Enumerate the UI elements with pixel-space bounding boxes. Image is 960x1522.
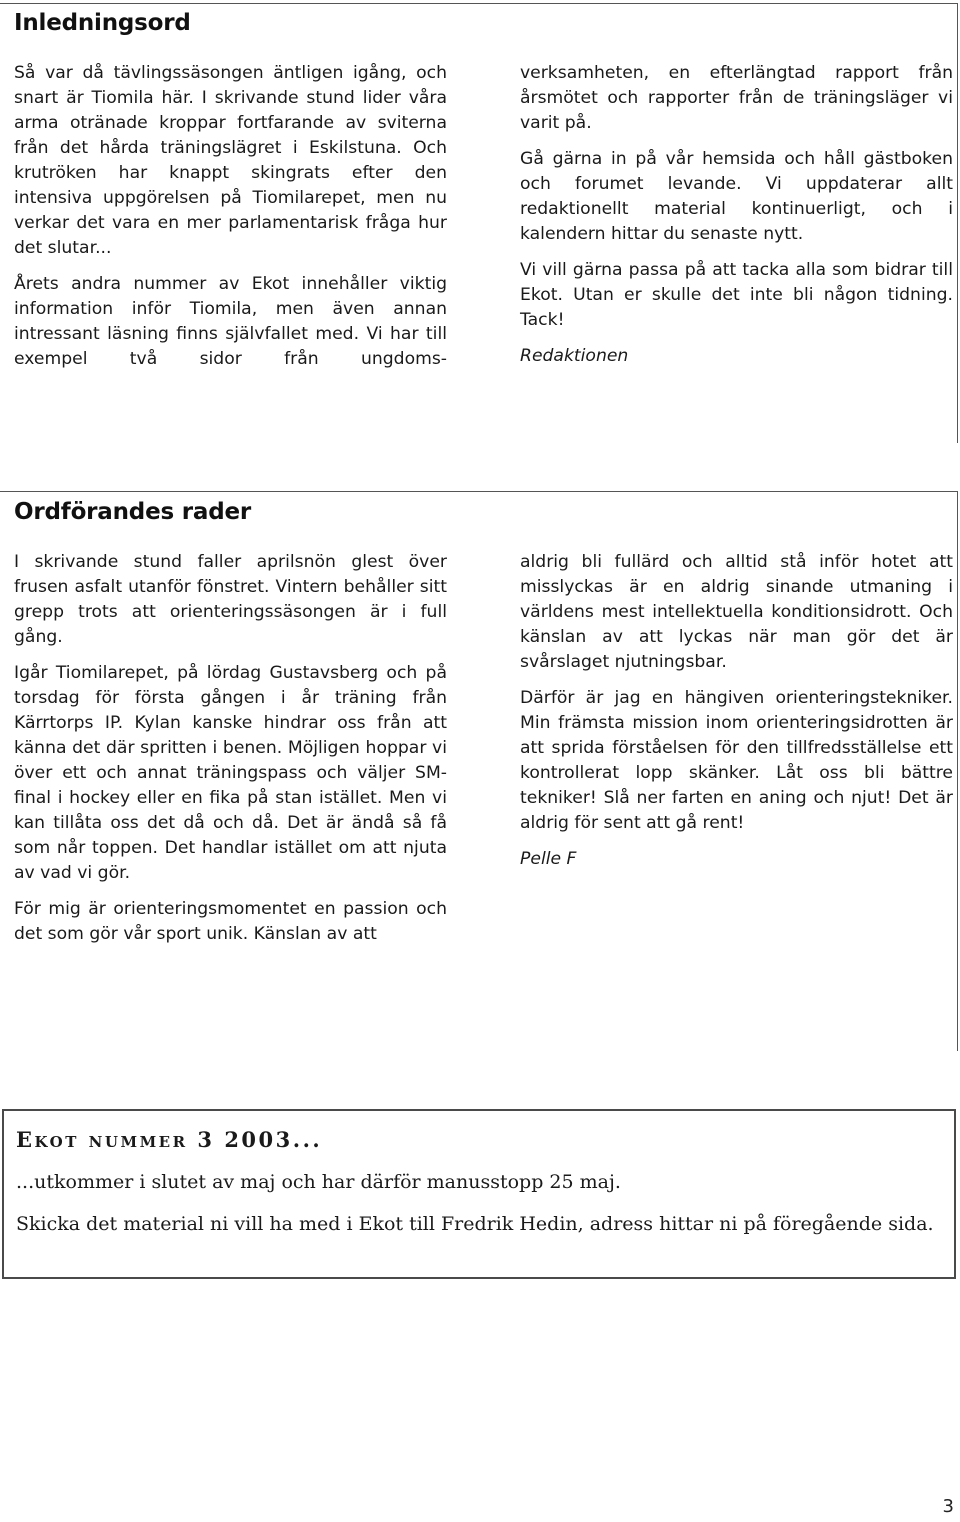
notice-box (2, 1109, 956, 1279)
intro-heading: Inledningsord (14, 10, 191, 36)
intro-right-paragraph-1: verksamheten, en efterlängtad rapport från årsmötet och rapporter från de träningsläger vi varit på. (520, 63, 953, 133)
chair-right-column (520, 550, 953, 883)
chair-left-paragraph-3: För mig är orienteringsmomentet en passion och det som gör vår sport unik. Känslan av att (14, 899, 447, 944)
chair-right-rule (957, 491, 958, 1051)
chair-left-paragraph-2: Igår Tiomilarepet, på lördag Gustavsberg och på torsdag för första gången i år träning från Kärrtorps IP. Kylan kanske hindrar oss från att känna det där spritten i benen. Möjligen hoppar vi över ett och annat träningspass och väljer SM-final i hockey eller en fika på stan istället. Men vi kan tillåta oss det då och då. Det är ändå så få som når toppen. Det handlar istället om att njuta av vad vi gör. (14, 663, 447, 883)
intro-left-paragraph-2: Årets andra nummer av Ekot innehåller viktig information inför Tiomila, men även annan intressant läsning finns självfallet med. Vi har till exempel två sidor från ungdoms- (14, 274, 447, 369)
chair-right-paragraph-1: aldrig bli fullärd och alltid stå inför hotet att misslyckas är en aldrig sinande utmaning i världens mest intellektuella konditionsidrott. Och känslan av att lyckas när man gör det är svårslaget njutningsbar. (520, 552, 953, 672)
intro-top-rule (0, 3, 958, 4)
notice-title: Ekot nummer 3 2003... (16, 1127, 323, 1152)
notice-line-2: Skicka det material ni vill ha med i Ekot till Fredrik Hedin, adress hittar ni på föregående sida. (16, 1213, 934, 1235)
intro-right-column (520, 61, 953, 380)
chair-top-rule (0, 491, 958, 492)
chair-left-paragraph-1: I skrivande stund faller aprilsnön glest över frusen asfalt utanför fönstret. Vintern behåller sitt grepp trots att orienteringssäsongen är i full gång. (14, 552, 447, 647)
intro-signature: Redaktionen (520, 346, 629, 366)
chair-left-column (14, 550, 447, 958)
chair-right-paragraph-2: Därför är jag en hängiven orienteringstekniker. Min främsta mission inom orienteringsidrotten är att sprida förståelsen för den tillfredsställelse ett kontrollerat lopp skänker. Låt oss bli bättre tekniker! Slå ner farten en aning och njut! Det är aldrig för sent att gå rent! (520, 688, 953, 833)
intro-left-paragraph-1: Så var då tävlingssäsongen äntligen igång, och snart är Tiomila här. I skrivande stund lider våra arma otränade kroppar fortfarande av sviterna från det hårda träningslägret i Eskilstuna. Och krutröken har knappt skingrats efter den intensiva uppgörelsen på Tiomilarepet, men nu verkar det vara en mer parlamentarisk fråga hur det slutar... (14, 63, 447, 258)
intro-left-column (14, 61, 447, 383)
chair-signature: Pelle F (520, 849, 577, 869)
intro-right-paragraph-2: Gå gärna in på vår hemsida och håll gästboken och forumet levande. Vi uppdaterar allt redaktionellt material kontinuerligt, och i kalendern hittar du senaste nytt. (520, 149, 953, 244)
intro-right-paragraph-3: Vi vill gärna passa på att tacka alla som bidrar till Ekot. Utan er skulle det inte bli någon tidning. Tack! (520, 260, 953, 330)
page-number: 3 (942, 1496, 954, 1517)
intro-right-rule (957, 3, 958, 443)
chair-heading: Ordförandes rader (14, 499, 252, 525)
notice-line-1: ...utkommer i slutet av maj och har därför manusstopp 25 maj. (16, 1171, 621, 1193)
